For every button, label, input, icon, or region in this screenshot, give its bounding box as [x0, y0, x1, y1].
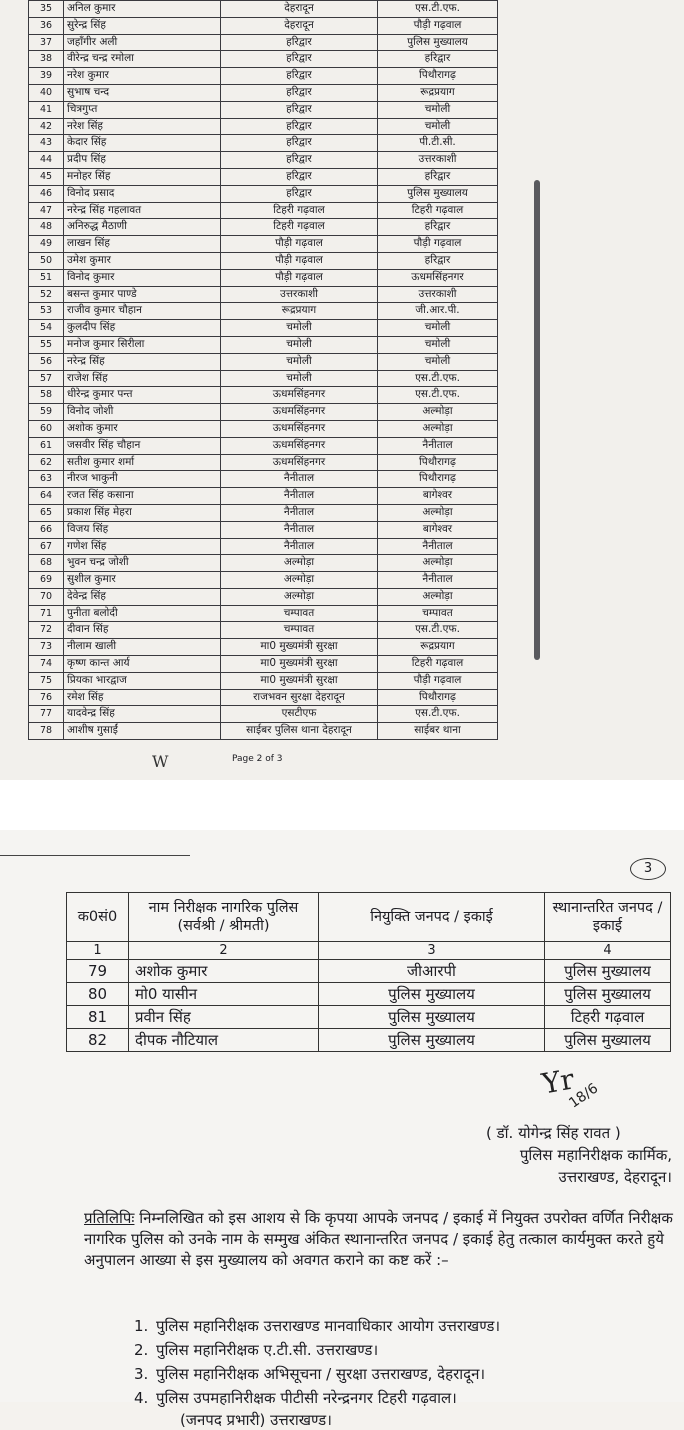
to-cell: एस.टी.एफ.	[378, 387, 498, 404]
name-cell: सुभाष चन्द	[64, 84, 221, 101]
to-cell: हरिद्वार	[378, 168, 498, 185]
copy-label: प्रतिलिपिः	[84, 1209, 135, 1227]
to-cell: अल्मोड़ा	[378, 504, 498, 521]
name-cell: सतीश कुमार शर्मा	[64, 454, 221, 471]
table-row	[29, 34, 498, 51]
table-row	[29, 252, 498, 269]
serial-cell: 39	[29, 68, 64, 85]
from-cell: देहरादून	[221, 1, 378, 18]
serial-cell: 56	[29, 353, 64, 370]
serial-cell: 44	[29, 152, 64, 169]
table-header-row	[67, 893, 671, 942]
to-cell: पिथौरागढ़	[378, 454, 498, 471]
to-cell: चमोली	[378, 336, 498, 353]
to-cell: एस.टी.एफ.	[378, 1, 498, 18]
name-cell: राजीव कुमार चौहान	[64, 303, 221, 320]
name-cell: केदार सिंह	[64, 135, 221, 152]
from-cell: अल्मोड़ा	[221, 588, 378, 605]
to-cell: अल्मोड़ा	[378, 555, 498, 572]
to-cell: रूद्रप्रयाग	[378, 639, 498, 656]
name-cell: भुवन चन्द्र जोशी	[64, 555, 221, 572]
serial-cell: 64	[29, 488, 64, 505]
table-row	[29, 353, 498, 370]
serial-cell: 72	[29, 622, 64, 639]
from-cell: नैनीताल	[221, 488, 378, 505]
from-cell: हरिद्वार	[221, 84, 378, 101]
name-cell: सुरेन्द्र सिंह	[64, 17, 221, 34]
name-cell: नीरज भाकुनी	[64, 471, 221, 488]
name-cell: राजेश सिंह	[64, 370, 221, 387]
list-item: 1. पुलिस महानिरीक्षक उत्तराखण्ड मानवाधिकार आयोग उत्तराखण्ड।	[134, 1317, 501, 1335]
header-serial: क0सं0	[67, 893, 129, 942]
table-row	[29, 488, 498, 505]
from-cell: चमोली	[221, 370, 378, 387]
from-cell: पुलिस मुख्यालय	[319, 1029, 545, 1052]
name-cell: प्रदीप सिंह	[64, 152, 221, 169]
table-row	[29, 219, 498, 236]
serial-cell: 60	[29, 420, 64, 437]
to-cell: चमोली	[378, 101, 498, 118]
serial-cell: 53	[29, 303, 64, 320]
to-cell: चमोली	[378, 118, 498, 135]
to-cell: एस.टी.एफ.	[378, 370, 498, 387]
header-name: नाम निरीक्षक नागरिक पुलिस (सर्वश्री / श्रीमती)	[129, 893, 319, 942]
to-cell: पिथौरागढ़	[378, 689, 498, 706]
to-cell: चम्पावत	[378, 605, 498, 622]
serial-cell: 49	[29, 236, 64, 253]
to-cell: पुलिस मुख्यालय	[545, 1029, 671, 1052]
table-row	[29, 605, 498, 622]
name-cell: रमेश सिंह	[64, 689, 221, 706]
from-cell: ऊधमसिंहनगर	[221, 404, 378, 421]
table-row	[67, 1006, 671, 1029]
serial-cell: 80	[67, 983, 129, 1006]
list-item: 2. पुलिस महानिरीक्षक ए.टी.सी. उत्तराखण्ड।	[134, 1341, 379, 1359]
name-cell: अशोक कुमार	[64, 420, 221, 437]
name-cell: गणेश सिंह	[64, 538, 221, 555]
table-row	[29, 84, 498, 101]
serial-cell: 45	[29, 168, 64, 185]
serial-cell: 55	[29, 336, 64, 353]
recipient-list	[134, 1314, 674, 1410]
table-row	[29, 370, 498, 387]
table-row	[29, 672, 498, 689]
to-cell: साईबर थाना	[378, 723, 498, 740]
to-cell: हरिद्वार	[378, 252, 498, 269]
serial-cell: 71	[29, 605, 64, 622]
from-cell: मा0 मुख्यमंत्री सुरक्षा	[221, 656, 378, 673]
serial-cell: 65	[29, 504, 64, 521]
to-cell: पौड़ी गढ़वाल	[378, 672, 498, 689]
name-cell: मनोहर सिंह	[64, 168, 221, 185]
name-cell: नरेन्द्र सिंह गहलावत	[64, 202, 221, 219]
to-cell: ऊधमसिंहनगर	[378, 269, 498, 286]
name-cell: जहाँगीर अली	[64, 34, 221, 51]
table-row	[29, 639, 498, 656]
serial-cell: 77	[29, 706, 64, 723]
from-cell: हरिद्वार	[221, 168, 378, 185]
to-cell: चमोली	[378, 320, 498, 337]
to-cell: हरिद्वार	[378, 51, 498, 68]
to-cell: चमोली	[378, 353, 498, 370]
table-row	[29, 404, 498, 421]
name-cell: सुशील कुमार	[64, 572, 221, 589]
page-3-sheet	[0, 830, 684, 1429]
to-cell: पिथौरागढ़	[378, 68, 498, 85]
name-cell: विनोद प्रसाद	[64, 185, 221, 202]
to-cell: नैनीताल	[378, 437, 498, 454]
page-gap	[0, 780, 684, 830]
table-row	[29, 471, 498, 488]
serial-cell: 52	[29, 286, 64, 303]
table-row	[29, 202, 498, 219]
from-cell: पुलिस मुख्यालय	[319, 1006, 545, 1029]
from-cell: चमोली	[221, 336, 378, 353]
serial-cell: 73	[29, 639, 64, 656]
from-cell: नैनीताल	[221, 471, 378, 488]
table-row	[29, 68, 498, 85]
from-cell: पौड़ी गढ़वाल	[221, 252, 378, 269]
serial-cell: 66	[29, 521, 64, 538]
to-cell: बागेश्वर	[378, 488, 498, 505]
from-cell: साईबर पुलिस थाना देहरादून	[221, 723, 378, 740]
table-row	[29, 656, 498, 673]
to-cell: टिहरी गढ़वाल	[378, 656, 498, 673]
serial-cell: 79	[67, 960, 129, 983]
to-cell: पौड़ी गढ़वाल	[378, 236, 498, 253]
from-cell: हरिद्वार	[221, 51, 378, 68]
from-cell: चम्पावत	[221, 622, 378, 639]
serial-cell: 74	[29, 656, 64, 673]
table-row	[29, 17, 498, 34]
table-row	[29, 135, 498, 152]
serial-cell: 67	[29, 538, 64, 555]
serial-cell: 38	[29, 51, 64, 68]
from-cell: पौड़ी गढ़वाल	[221, 236, 378, 253]
table-row	[67, 960, 671, 983]
name-cell: आशीष गुसाईं	[64, 723, 221, 740]
from-cell: हरिद्वार	[221, 34, 378, 51]
table-row	[29, 420, 498, 437]
from-cell: टिहरी गढ़वाल	[221, 219, 378, 236]
from-cell: उत्तरकाशी	[221, 286, 378, 303]
table-row	[29, 185, 498, 202]
from-cell: हरिद्वार	[221, 135, 378, 152]
name-cell: प्रियका भारद्वाज	[64, 672, 221, 689]
table-row	[29, 622, 498, 639]
to-cell: जी.आर.पी.	[378, 303, 498, 320]
name-cell: यादवेन्द्र सिंह	[64, 706, 221, 723]
from-cell: चमोली	[221, 353, 378, 370]
from-cell: चमोली	[221, 320, 378, 337]
serial-cell: 70	[29, 588, 64, 605]
from-cell: हरिद्वार	[221, 101, 378, 118]
table-row	[29, 454, 498, 471]
to-cell: अल्मोड़ा	[378, 420, 498, 437]
signatory-office: उत्तराखण्ड, देहरादून।	[558, 1168, 672, 1186]
from-cell: देहरादून	[221, 17, 378, 34]
column-number: 1	[67, 942, 129, 960]
table-row	[29, 336, 498, 353]
to-cell: पुलिस मुख्यालय	[545, 960, 671, 983]
serial-cell: 76	[29, 689, 64, 706]
from-cell: ऊधमसिंहनगर	[221, 437, 378, 454]
from-cell: नैनीताल	[221, 504, 378, 521]
table-row	[29, 303, 498, 320]
name-cell: चित्रगुप्त	[64, 101, 221, 118]
from-cell: नैनीताल	[221, 538, 378, 555]
table-row	[29, 152, 498, 169]
serial-cell: 36	[29, 17, 64, 34]
page-number: Page 2 of 3	[232, 754, 283, 764]
from-cell: हरिद्वार	[221, 118, 378, 135]
name-cell: लाखन सिंह	[64, 236, 221, 253]
from-cell: मा0 मुख्यमंत्री सुरक्षा	[221, 639, 378, 656]
from-cell: हरिद्वार	[221, 68, 378, 85]
signature: Yr	[539, 1062, 577, 1101]
table-row	[29, 437, 498, 454]
name-cell: देवेन्द्र सिंह	[64, 588, 221, 605]
name-cell: पुनीता बलोदी	[64, 605, 221, 622]
from-cell: ऊधमसिंहनगर	[221, 454, 378, 471]
from-cell: एसटीएफ	[221, 706, 378, 723]
serial-cell: 51	[29, 269, 64, 286]
name-cell: विनोद कुमार	[64, 269, 221, 286]
table-row	[29, 387, 498, 404]
to-cell: उत्तरकाशी	[378, 286, 498, 303]
signatory-name: ( डॉ. योगेन्द्र सिंह रावत )	[486, 1124, 621, 1142]
cut-off-line: (जनपद प्रभारी) उत्तराखण्ड।	[180, 1411, 332, 1429]
table-row	[29, 51, 498, 68]
from-cell: नैनीताल	[221, 521, 378, 538]
table-row	[29, 168, 498, 185]
table-row	[67, 1029, 671, 1052]
to-cell: पुलिस मुख्यालय	[545, 983, 671, 1006]
serial-cell: 54	[29, 320, 64, 337]
name-cell: कुलदीप सिंह	[64, 320, 221, 337]
list-item: 4. पुलिस उपमहानिरीक्षक पीटीसी नरेन्द्रनगर टिहरी गढ़वाल।	[134, 1389, 457, 1407]
column-number: 4	[545, 942, 671, 960]
from-cell: ऊधमसिंहनगर	[221, 420, 378, 437]
from-cell: चम्पावत	[221, 605, 378, 622]
copy-text: निम्नलिखित को इस आशय से कि कृपया आपके जनपद / इकाई में नियुक्त उपरोक्त वर्णित निरीक्षक नागरिक पुलिस को उनके नाम के सम्मुख अंकित स्थानान्तरित जनपद / इकाई हेतु तत्काल कार्यमुक्त करते हुये अनुपालन आख्या से इस मुख्यालय को अवगत कराने का कष्ट करें :–	[84, 1209, 673, 1269]
to-cell: पिथौरागढ़	[378, 471, 498, 488]
name-cell: रजत सिंह कसाना	[64, 488, 221, 505]
serial-cell: 58	[29, 387, 64, 404]
name-cell: नरेन्द्र सिंह	[64, 353, 221, 370]
page-marker: 3	[630, 858, 666, 880]
serial-cell: 68	[29, 555, 64, 572]
scrollbar[interactable]	[534, 180, 540, 660]
to-cell: पुलिस मुख्यालय	[378, 34, 498, 51]
table-row	[29, 706, 498, 723]
from-cell: अल्मोड़ा	[221, 555, 378, 572]
to-cell: एस.टी.एफ.	[378, 706, 498, 723]
table-row	[29, 572, 498, 589]
to-cell: अल्मोड़ा	[378, 588, 498, 605]
to-cell: उत्तरकाशी	[378, 152, 498, 169]
serial-cell: 48	[29, 219, 64, 236]
serial-cell: 69	[29, 572, 64, 589]
name-cell: मो0 यासीन	[129, 983, 319, 1006]
table-row	[29, 521, 498, 538]
name-cell: नरेश सिंह	[64, 118, 221, 135]
serial-cell: 59	[29, 404, 64, 421]
table-row	[29, 236, 498, 253]
name-cell: दीवान सिंह	[64, 622, 221, 639]
table-row	[29, 538, 498, 555]
from-cell: ऊधमसिंहनगर	[221, 387, 378, 404]
serial-cell: 37	[29, 34, 64, 51]
serial-cell: 43	[29, 135, 64, 152]
to-cell: बागेश्वर	[378, 521, 498, 538]
table-row	[29, 118, 498, 135]
transfer-table-page-3	[66, 892, 671, 1052]
serial-cell: 81	[67, 1006, 129, 1029]
from-cell: हरिद्वार	[221, 185, 378, 202]
signature-date: 18/6	[566, 1080, 602, 1112]
from-cell: राजभवन सुरक्षा देहरादून	[221, 689, 378, 706]
from-cell: अल्मोड़ा	[221, 572, 378, 589]
table-row	[29, 320, 498, 337]
table-row	[29, 269, 498, 286]
column-number-row	[67, 942, 671, 960]
transfer-table-page-2	[28, 0, 498, 740]
to-cell: अल्मोड़ा	[378, 404, 498, 421]
from-cell: पौड़ी गढ़वाल	[221, 269, 378, 286]
serial-cell: 40	[29, 84, 64, 101]
serial-cell: 41	[29, 101, 64, 118]
from-cell: जीआरपी	[319, 960, 545, 983]
serial-cell: 42	[29, 118, 64, 135]
name-cell: जसवीर सिंह चौहान	[64, 437, 221, 454]
header-to: स्थानान्तरित जनपद / इकाई	[545, 893, 671, 942]
table-row	[29, 723, 498, 740]
to-cell: हरिद्वार	[378, 219, 498, 236]
serial-cell: 63	[29, 471, 64, 488]
column-number: 3	[319, 942, 545, 960]
name-cell: कृष्ण कान्त आर्य	[64, 656, 221, 673]
signatory-designation: पुलिस महानिरीक्षक कार्मिक,	[519, 1146, 672, 1164]
serial-cell: 57	[29, 370, 64, 387]
signatory-block	[472, 1122, 672, 1188]
name-cell: अशोक कुमार	[129, 960, 319, 983]
serial-cell: 46	[29, 185, 64, 202]
from-cell: टिहरी गढ़वाल	[221, 202, 378, 219]
name-cell: उमेश कुमार	[64, 252, 221, 269]
list-item: 3. पुलिस महानिरीक्षक अभिसूचना / सुरक्षा उत्तराखण्ड, देहरादून।	[134, 1365, 486, 1383]
name-cell: विनोद जोशी	[64, 404, 221, 421]
to-cell: पी.टी.सी.	[378, 135, 498, 152]
from-cell: रूद्रप्रयाग	[221, 303, 378, 320]
name-cell: प्रकाश सिंह मेहरा	[64, 504, 221, 521]
header-from: नियुक्ति जनपद / इकाई	[319, 893, 545, 942]
to-cell: रूद्रप्रयाग	[378, 84, 498, 101]
name-cell: विजय सिंह	[64, 521, 221, 538]
serial-cell: 47	[29, 202, 64, 219]
name-cell: नरेश कुमार	[64, 68, 221, 85]
table-row	[67, 983, 671, 1006]
table-row	[29, 1, 498, 18]
name-cell: अनिरुद्ध मैठाणी	[64, 219, 221, 236]
from-cell: मा0 मुख्यमंत्री सुरक्षा	[221, 672, 378, 689]
name-cell: नीलाम खाली	[64, 639, 221, 656]
initials-mark: W	[152, 752, 169, 771]
to-cell: पुलिस मुख्यालय	[378, 185, 498, 202]
table-row	[29, 555, 498, 572]
table-row	[29, 588, 498, 605]
name-cell: अनिल कुमार	[64, 1, 221, 18]
to-cell: टिहरी गढ़वाल	[378, 202, 498, 219]
serial-cell: 61	[29, 437, 64, 454]
name-cell: धीरेन्द्र कुमार पन्त	[64, 387, 221, 404]
divider	[0, 855, 190, 856]
serial-cell: 75	[29, 672, 64, 689]
serial-cell: 62	[29, 454, 64, 471]
to-cell: पौड़ी गढ़वाल	[378, 17, 498, 34]
to-cell: एस.टी.एफ.	[378, 622, 498, 639]
copy-to-paragraph	[84, 1208, 676, 1271]
to-cell: टिहरी गढ़वाल	[545, 1006, 671, 1029]
serial-cell: 82	[67, 1029, 129, 1052]
table-row	[29, 689, 498, 706]
name-cell: बसन्त कुमार पाण्डे	[64, 286, 221, 303]
table-row	[29, 504, 498, 521]
serial-cell: 50	[29, 252, 64, 269]
name-cell: मनोज कुमार सिरीला	[64, 336, 221, 353]
from-cell: हरिद्वार	[221, 152, 378, 169]
table-row	[29, 286, 498, 303]
name-cell: प्रवीन सिंह	[129, 1006, 319, 1029]
name-cell: वीरेन्द्र चन्द्र रमोला	[64, 51, 221, 68]
from-cell: पुलिस मुख्यालय	[319, 983, 545, 1006]
to-cell: नैनीताल	[378, 572, 498, 589]
column-number: 2	[129, 942, 319, 960]
serial-cell: 78	[29, 723, 64, 740]
name-cell: दीपक नौटियाल	[129, 1029, 319, 1052]
table-row	[29, 101, 498, 118]
serial-cell: 35	[29, 1, 64, 18]
to-cell: नैनीताल	[378, 538, 498, 555]
